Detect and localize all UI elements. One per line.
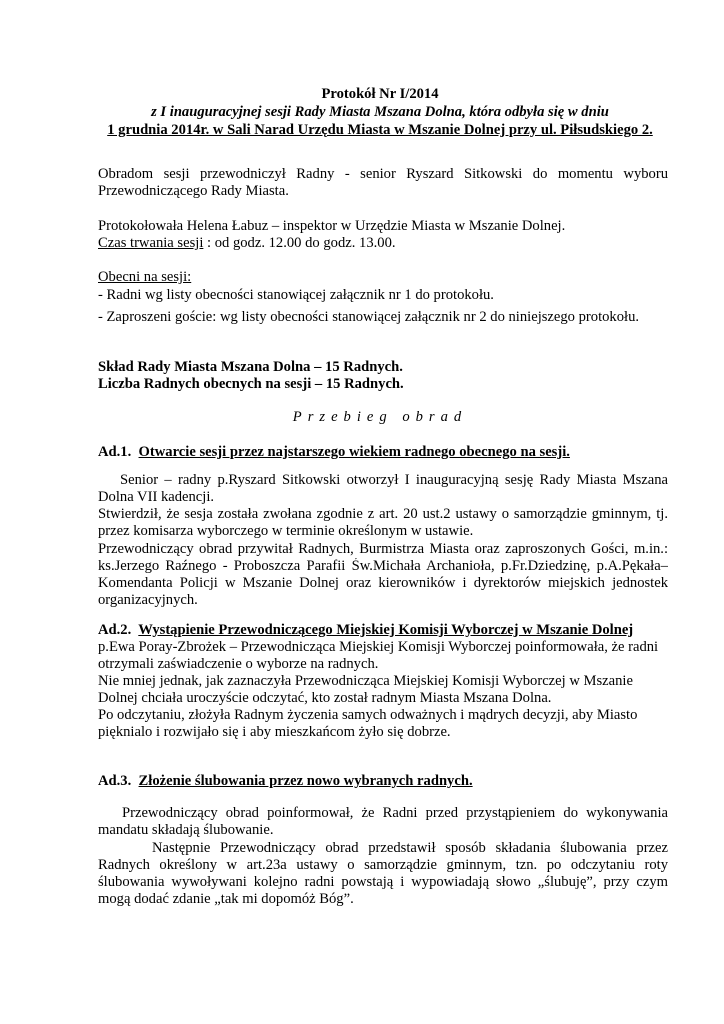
protocol-subtitle: z I inauguracyjnej sesji Rady Miasta Mszana Dolna, która odbyła się w dniu: [151, 104, 609, 120]
ad2-number: Ad.2.: [98, 622, 132, 638]
ad2-text: p.Ewa Poray-Zbrożek – Przewodnicząca Miejskiej Komisji Wyborczej poinformowała, że radni: [98, 639, 659, 655]
ad3-text: Przewodniczący obrad poinformował, że Radni przed przystąpieniem do wykonywania: [122, 805, 668, 821]
proceedings-heading: Przebieg obrad: [292, 409, 468, 425]
intro-text: Obradom sesji przewodniczył Radny - senior Ryszard Sitkowski do momentu wyboru: [98, 166, 668, 182]
ad3-text: mogą dodać zdanie „tak mi dopomóż Bóg”.: [98, 891, 354, 907]
ad1-text: Senior – radny p.Ryszard Sitkowski otworzył I inauguracyjną sesję Rady Miasta Mszana: [120, 472, 668, 488]
ad1-text: Dolna VII kadencji.: [98, 489, 215, 505]
ad1-text: Stwierdził, że sesja została zwołana zgodnie z art. 20 ust.2 ustawy o samorządzie gminnym, tj.: [98, 506, 668, 522]
ad2-text: pięknialo i rozwijało się i aby mieszkańcom żyło się dobrze.: [98, 724, 451, 740]
ad1-text: Przewodniczący obrad przywitał Radnych, Burmistrza Miasta oraz zaproszonych Gości, m.in.:: [98, 541, 668, 557]
ad2-text: Dolnej chciała uroczyście odczytać, kto został radnym Miasta Mszana Dolna.: [98, 690, 552, 706]
ad3-text: ślubowania wywoływani kolejno radni powstają i wypowiadają słowo „ślubuję”, przy czym: [98, 874, 668, 890]
protocol-author: Protokołowała Helena Łabuz – inspektor w Urzędzie Miasta w Mszanie Dolnej.: [98, 218, 566, 234]
ad2-text: Po odczytaniu, złożyła Radnym życzenia samych odważnych i mądrych decyzji, aby Miasto: [98, 707, 638, 723]
council-attendance-count: Liczba Radnych obecnych na sesji – 15 Radnych.: [98, 376, 404, 392]
council-composition: Skład Rady Miasta Mszana Dolna – 15 Radnych.: [98, 359, 403, 375]
ad1-title: Otwarcie sesji przez najstarszego wiekiem radnego obecnego na sesji.: [138, 444, 570, 460]
protocol-title: Protokół Nr I/2014: [321, 86, 439, 102]
ad3-heading: [98, 773, 668, 790]
ad3-text: Następnie Przewodniczący obrad przedstawił sposób składania ślubowania przez: [152, 840, 668, 856]
ad3-text: mandatu składają ślubowanie.: [98, 822, 274, 838]
ad3-number: Ad.3.: [98, 773, 132, 789]
ad2-text: Nie mniej jednak, jak zaznaczyła Przewodnicząca Miejskiej Komisji Wyborczej w Mszanie: [98, 673, 633, 689]
ad2-text: otrzymali zaświadczenie o wyborze na radnych.: [98, 656, 379, 672]
ad1-text: ks.Jerzego Raźnego - Proboszcza Parafii Św.Michała Archanioła, p.Fr.Dziedzinę, p.A.Pękała–: [98, 558, 668, 574]
attendance-item: - Radni wg listy obecności stanowiącej załącznik nr 1 do protokołu.: [98, 287, 494, 303]
attendance-item: - Zaproszeni goście: wg listy obecności stanowiącej załącznik nr 2 do niniejszego protokołu.: [98, 309, 640, 325]
intro-text: Przewodniczącego Rady Miasta.: [98, 183, 289, 199]
attendance-label: Obecni na sesji:: [98, 269, 192, 285]
ad1-text: Komendanta Policji w Mszanie Dolnej oraz kierowników i dyrektorów miejskich jednostek: [98, 575, 668, 591]
ad1-text: przez komisarza wyborczego w terminie określonym w ustawie.: [98, 523, 474, 539]
ad3-text: Radnych określony w art.23a ustawy o samorządzie gminnym, tzn. po odczytaniu roty: [98, 857, 668, 873]
ad2-title: Wystąpienie Przewodniczącego Miejskiej Komisji Wyborczej w Mszanie Dolnej: [138, 622, 634, 638]
protocol-subtitle-date: 1 grudnia 2014r. w Sali Narad Urzędu Miasta w Mszanie Dolnej przy ul. Piłsudskiego 2.: [107, 122, 653, 138]
session-duration-label: Czas trwania sesji: [98, 235, 204, 251]
ad1-number: Ad.1.: [98, 444, 132, 460]
session-duration: [98, 235, 668, 252]
session-duration-value: : od godz. 12.00 do godz. 13.00.: [203, 235, 396, 251]
ad1-text: organizacyjnych.: [98, 592, 198, 608]
ad1-heading: [98, 444, 668, 461]
ad3-title: Złożenie ślubowania przez nowo wybranych radnych.: [138, 773, 473, 789]
ad2-heading: [98, 622, 668, 639]
